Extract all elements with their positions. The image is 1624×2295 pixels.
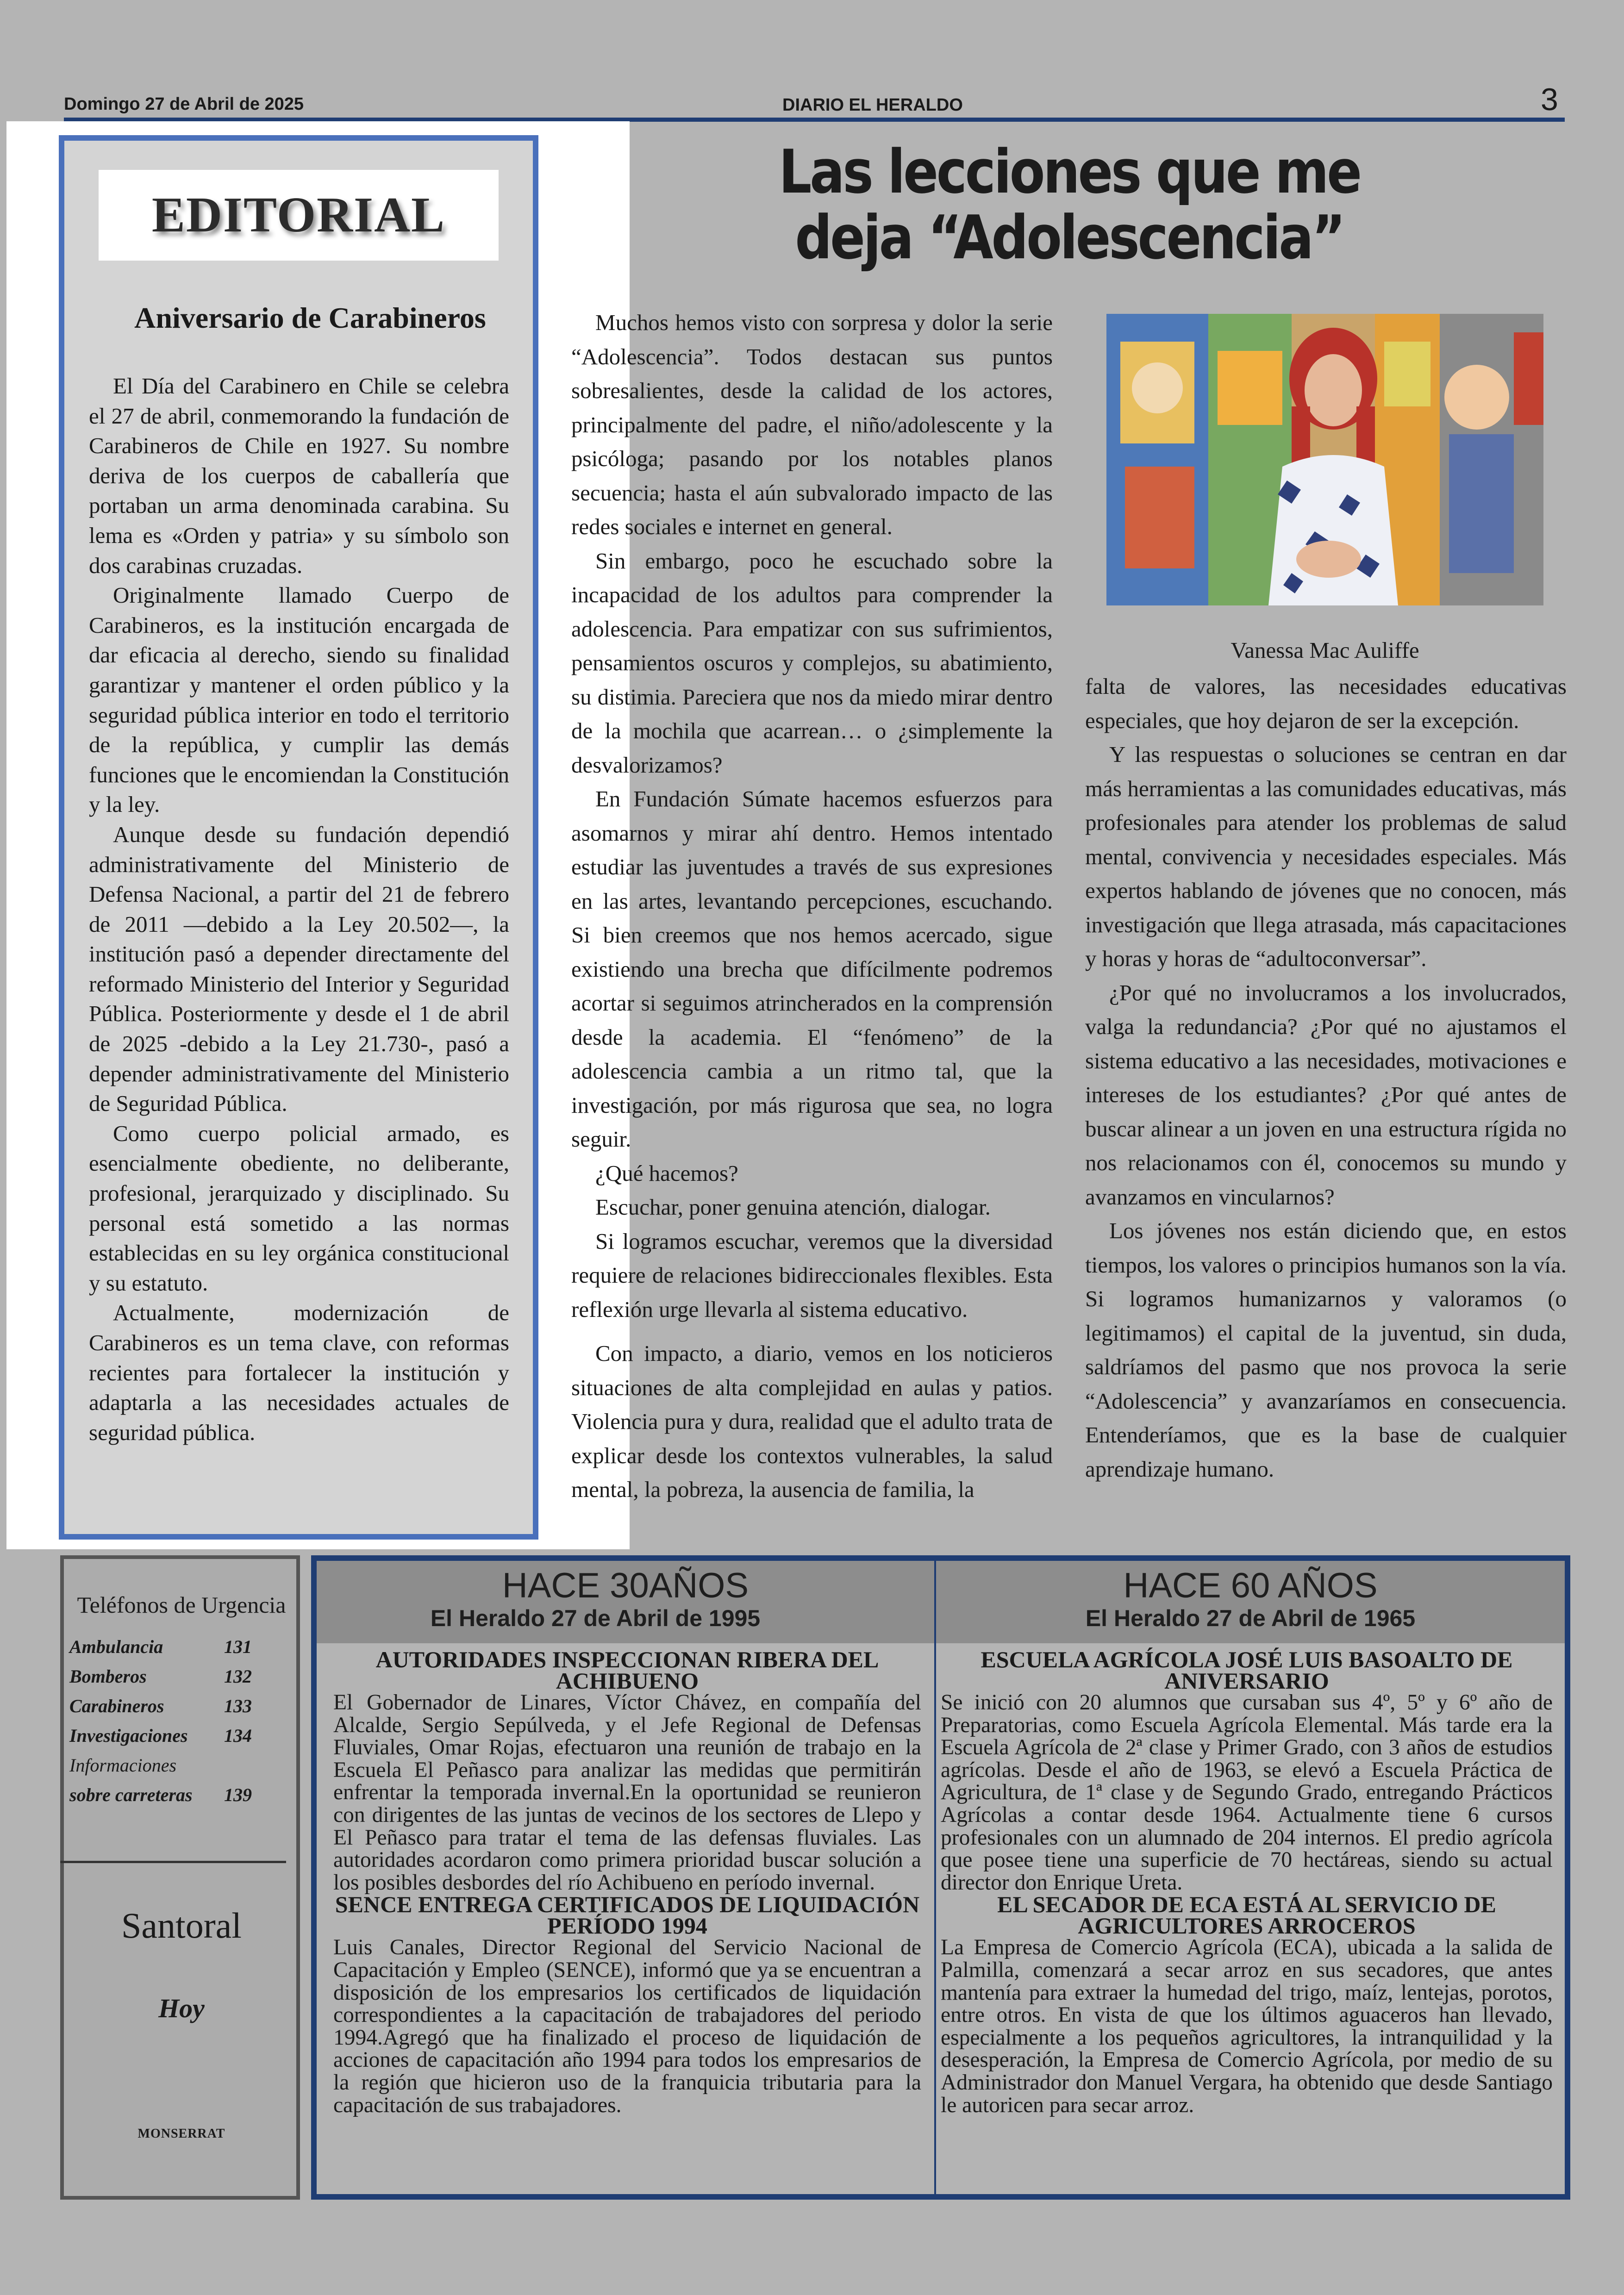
phone-number: 139 <box>224 1784 252 1805</box>
hace60-story1-title: ESCUELA AGRÍCOLA JOSÉ LUIS BASOALTO DE ANIVERSARIO <box>981 1646 1513 1694</box>
article-paragraph: En Fundación Súmate hacemos esfuerzos para asomarnos y mirar ahí dentro. Hemos intentado estudiar las juventudes a través de sus expresiones en las artes, levantando percepciones, escuchando. Si bien creemos que nos hemos acercado, sigue existiendo una brecha que difícilmente podremos acortar si seguimos atrincherados en la comprensión desde la academia. El “fenómeno” de la adolescencia cambia a un ritmo tal, que la investigación, por más rigurosa que sea, no logra seguir. <box>571 786 1053 1152</box>
editorial-paragraph: Originalmente llamado Cuerpo de Carabineros, es la institución encargada de dar eficacia al derecho, siendo su finalidad garantizar y mantener el orden público y la seguridad pública interior en todo el territorio de la república, y cumplir las demás funciones que le encomiendan la Constitución y la ley. <box>89 582 509 817</box>
author-photo <box>1106 314 1543 605</box>
headline-line: deja “Adolescencia” <box>795 202 1344 273</box>
article-paragraph: Sin embargo, poco he escuchado sobre la incapacidad de los adultos para comprender la adolescencia. Para empatizar con sus sufrimientos, pensamientos oscuros y complejos, su abatimiento, su distimia. Pareciera que nos da miedo mirar dentro de la mochila que acarrean… o ¿simplemente la desvalorizamos? <box>571 548 1053 778</box>
santoral-title: Santoral <box>121 1905 242 1946</box>
hace30-title-word: AÑOS <box>649 1566 749 1605</box>
header-paper-name: DIARIO EL HERALDO <box>782 95 963 115</box>
hace60-story2-text: La Empresa de Comercio Agrícola (ECA), ubicada a la salida de Palmilla, comenzará a secar arroz en sus secadores, que antes mantenía para extraer la humedad del trigo, maíz, lentejas, porotos, entre otros. En vista de que los últimos aguaceros han llevado, especialmente a los pequeños agricultores, la intranquilidad y la desesperación, la Empresa de Comercio Agrícola, por medio de su Administrador don Manuel Vergara, ha obtenido que desde Santiago le autoricen para secar arroz. <box>941 1935 1553 2117</box>
hace30-story2-title: SENCE ENTREGA CERTIFICADOS DE LIQUIDACIÓN PERÍODO 1994 <box>335 1891 920 1939</box>
article-headline <box>639 137 1499 273</box>
hace30-column <box>333 1646 921 2117</box>
article-paragraph: Los jóvenes nos están diciendo que, en estos tiempos, los valores o principios humanos son la vía. Si logramos humanizarnos y valoramos (o legitimamos) el capital de la juventud, sin duda, saldríamos del pasmo que nos provoca la serie “Adolescencia” y avanzaríamos en consecuencia. Entenderíamos, que es la base de cualquier aprendizaje humano. <box>1085 1218 1567 1482</box>
hace-divider <box>934 1561 936 2194</box>
hace30-story1-text: El Gobernador de Linares, Víctor Chávez, en compañía del Alcalde, Sergio Sepúlveda, y el Jefe Regional de Defensas Fluviales, Omar Rojas, efectuaron una reunión de trabajo en la Escuela El Peñasco para analizar las medidas que permitirán enfrentar la temporada invernal.En la oportunidad se reunieron con dirigentes de las juntas de vecinos de los sectores de Llepo y El Peñasco para tratar el tema de las defensas fluviales. Las autoridades acordaron como primera prioridad buscar solución a los posibles desbordes del río Achibueno en período invernal. <box>333 1690 921 1895</box>
phone-label: Carabineros <box>69 1696 164 1716</box>
hace30-header <box>317 1561 934 1643</box>
editorial-label-box <box>99 170 499 261</box>
photo-caption: Vanessa Mac Auliffe <box>1230 637 1419 663</box>
phone-label: Ambulancia <box>69 1636 163 1657</box>
hace30-title-word: HACE <box>502 1566 600 1605</box>
article-paragraph: Si logramos escuchar, veremos que la diversidad requiere de relaciones bidireccionales flexibles. Esta reflexión urge llevarla al sistema educativo. <box>571 1228 1053 1322</box>
hace60-story2-title: EL SECADOR DE ECA ESTÁ AL SERVICIO DE AGRICULTORES ARROCEROS <box>997 1891 1496 1939</box>
editorial-paragraph: Aunque desde su fundación dependió administrativamente del Ministerio de Defensa Nacional, a partir del 21 de febrero de 2011 —debido a la Ley 20.502—, la institución pasó a depender directamente del reformado Ministerio del Interior y Seguridad Pública. Posteriormente y desde el 1 de abril de 2025 -debido a la Ley 21.730-, pasó a depender administrativamente del Ministerio de Seguridad Pública. <box>89 821 509 1116</box>
hace60-story1-text: Se inició con 20 alumnos que cursaban sus 4º, 5º y 6º año de Preparatorias, como Escuela Agrícola Elemental. Más tarde era la Escuela Agrícola de 2ª clase y Primer Grado, con 3 años de estudios agrícolas. Desde el año de 1963, se elevó a Escuela Práctica de Agricultura, de 1ª clase y de Segundo Grado, entregando Prácticos Agrícolas a contar desde 1964. Actualmente tiene 6 cursos profesionales con un alumnado de 204 internos. El predio agrícola que posee tiene una superficie de 70 hectáreas, siendo su actual director don Enrique Ureta. <box>941 1690 1553 1895</box>
phone-carabineros <box>69 1695 282 1717</box>
editorial-title: Aniversario de Carabineros <box>134 301 486 334</box>
hace30-story2-text: Luis Canales, Director Regional del Servicio Nacional de Capacitación y Empleo (SENCE), informó que ya se encuentran a disposición de los empresarios los certificados de liquidación correspondientes a la capacitación de trabajadores del periodo 1994.Agregó que ha finalizado el proceso de liquidación de acciones de capacitación año 1994 para todos los empresarios de la región que hicieron uso de la franquicia tributaria para la capacitación de sus trabajadores. <box>333 1935 921 2117</box>
phones-divider <box>60 1861 286 1863</box>
hace30-title-number: 30 <box>610 1566 649 1605</box>
phone-label: Investigaciones <box>69 1725 188 1746</box>
editorial-paragraph: El Día del Carabinero en Chile se celebra el 27 de abril, conmemorando la fundación de Carabineros de Chile en 1927. Su nombre deriva de los cuerpos de caballería que portaban un arma denominada carabina. Su lema es «Orden y patria» y su símbolo son dos carabinas cruzadas. <box>89 373 509 578</box>
phone-carreteras <box>69 1784 282 1806</box>
article-column-1 <box>571 306 1053 1507</box>
phone-number: 132 <box>224 1666 252 1687</box>
phone-ambulancia <box>69 1636 282 1658</box>
editorial-paragraph: Actualmente, modernización de Carabineros es un tema clave, con reformas recientes para fortalecer la institución y adaptarla a las necesidades actuales de seguridad pública. <box>89 1300 509 1445</box>
phone-number: 133 <box>224 1696 252 1716</box>
article-paragraph: Con impacto, a diario, vemos en los noticieros situaciones de alta complejidad en aulas y patios. Violencia pura y dura, realidad que el adulto trata de explicar desde los contextos vulnerables, la salud mental, la pobreza, la ausencia de familia, la <box>571 1341 1053 1502</box>
hace30-story1-title: AUTORIDADES INSPECCIONAN RIBERA DEL ACHIBUENO <box>375 1646 879 1694</box>
hace30-subtitle: El Heraldo 27 de Abril de 1995 <box>430 1605 761 1631</box>
santoral-saint: MONSERRAT <box>137 2127 225 2141</box>
hace60-subtitle: El Heraldo 27 de Abril de 1965 <box>1085 1605 1416 1631</box>
santoral-today: Hoy <box>158 1993 205 2023</box>
phone-label: sobre carreteras <box>69 1784 193 1805</box>
phone-bomberos <box>69 1665 282 1687</box>
hace60-column <box>941 1646 1553 2117</box>
article-paragraph: falta de valores, las necesidades educativas especiales, que hoy dejaron de ser la excepción. <box>1085 674 1567 733</box>
header-date: Domingo 27 de Abril de 2025 <box>64 94 304 114</box>
article-column-2 <box>1085 669 1567 1486</box>
editorial-label: EDITORIAL <box>151 187 446 243</box>
phone-investigaciones <box>69 1725 282 1746</box>
phone-label: Bomberos <box>69 1666 147 1687</box>
hace60-title: HACE 60 AÑOS <box>1123 1566 1378 1605</box>
editorial-body <box>89 371 509 1447</box>
phone-number: 134 <box>224 1725 252 1746</box>
article-paragraph: Muchos hemos visto con sorpresa y dolor la serie “Adolescencia”. Todos destacan sus puntos sobresalientes, desde la calidad de los actores, principalmente del padre, el niño/adolescente y la psicóloga; pasando por los notables planos secuencia; hasta el aún subvalorado impacto de las redes sociales e internet en general. <box>571 310 1053 539</box>
article-paragraph: Escuchar, poner genuina atención, dialogar. <box>595 1194 991 1220</box>
hace30-title <box>317 1567 934 1604</box>
editorial-paragraph: Como cuerpo policial armado, es esencialmente obediente, no deliberante, profesional, jerarquizado y disciplinado. Su personal está sometido a las normas establecidas en su ley orgánica constitucional y su estatuto. <box>89 1120 509 1296</box>
page-number: 3 <box>1541 82 1558 117</box>
phone-info-label: Informaciones <box>69 1755 177 1776</box>
article-paragraph: Y las respuestas o soluciones se centran en dar más herramientas a las comunidades educativas, más profesionales para atender los problemas de salud mental, convivencia y necesidades especiales. Más expertos hablando de jóvenes que no conocen, más investigación que llega atrasada, más capacitaciones y horas y horas de “adultoconversar”. <box>1085 742 1567 971</box>
article-paragraph: ¿Qué hacemos? <box>595 1160 738 1186</box>
phones-title: Teléfonos de Urgencia <box>77 1592 286 1618</box>
phone-number: 131 <box>224 1636 252 1657</box>
headline-line: Las lecciones que me <box>779 137 1360 207</box>
hace60-header <box>936 1561 1565 1643</box>
article-paragraph: ¿Por qué no involucramos a los involucrados, valga la redundancia? ¿Por qué no ajustamos el sistema educativo a las necesidades, motivaciones e intereses de los estudiantes? ¿Por qué antes de buscar alinear a un joven en una estructura rígida no nos relacionamos con él, conocemos su mundo y avanzamos en vincularnos? <box>1085 979 1567 1210</box>
